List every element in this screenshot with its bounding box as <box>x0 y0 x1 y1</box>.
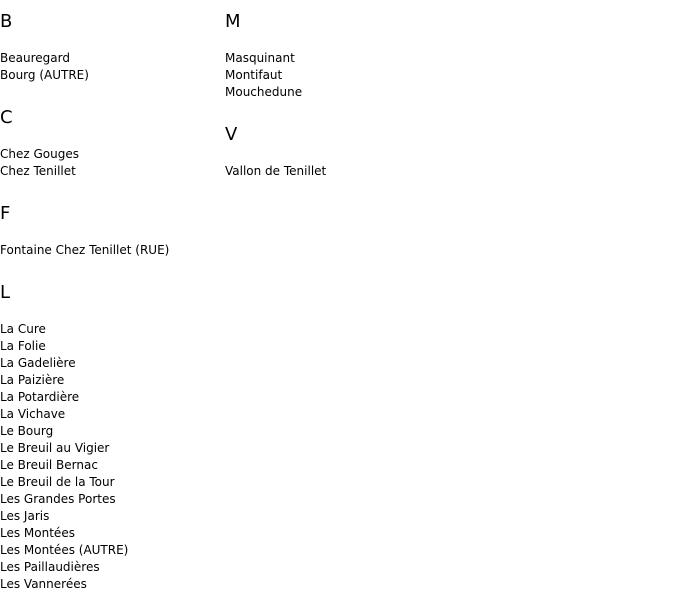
letter-group-v <box>225 123 450 192</box>
street-link[interactable]: La Cure <box>0 322 46 336</box>
group-spacer <box>0 84 225 96</box>
street-link[interactable]: La Vichave <box>0 407 66 421</box>
group-spacer <box>0 259 225 271</box>
street-item <box>225 67 450 84</box>
street-link[interactable]: Les Paillaudières <box>0 560 100 574</box>
street-item <box>0 389 225 406</box>
letter-group-c <box>0 106 225 192</box>
street-item <box>0 50 225 67</box>
street-link[interactable]: Les Montées (AUTRE) <box>0 543 129 557</box>
street-link[interactable]: Beauregard <box>0 51 70 65</box>
street-item <box>0 559 225 576</box>
street-link[interactable]: Les Jaris <box>0 509 50 523</box>
letter-group-f <box>0 202 225 271</box>
letter-group-l <box>0 281 225 605</box>
street-list <box>225 163 450 180</box>
street-link[interactable]: Les Montées <box>0 526 75 540</box>
street-link[interactable]: Le Breuil Bernac <box>0 458 98 472</box>
group-spacer <box>0 180 225 192</box>
street-item <box>0 406 225 423</box>
street-item <box>0 508 225 525</box>
right-column <box>225 0 450 192</box>
street-item <box>0 163 225 180</box>
letter-heading: C <box>0 107 13 128</box>
street-list <box>0 321 225 593</box>
street-link[interactable]: Le Breuil de la Tour <box>0 475 115 489</box>
street-item <box>0 440 225 457</box>
street-link[interactable]: La Gadelière <box>0 356 76 370</box>
street-item <box>0 338 225 355</box>
letter-group-m <box>225 10 450 113</box>
street-item <box>0 474 225 491</box>
letter-heading: V <box>225 124 238 145</box>
street-link[interactable]: Masquinant <box>225 51 295 65</box>
group-spacer <box>0 593 225 605</box>
street-link[interactable]: Montifaut <box>225 68 283 82</box>
street-item <box>225 50 450 67</box>
street-list <box>0 242 225 259</box>
street-item <box>0 525 225 542</box>
street-link[interactable]: Les Grandes Portes <box>0 492 116 506</box>
street-list <box>0 146 225 180</box>
letter-heading: M <box>225 11 241 32</box>
street-item <box>0 321 225 338</box>
street-item <box>0 372 225 389</box>
street-link[interactable]: Chez Tenillet <box>0 164 76 178</box>
street-link[interactable]: Vallon de Tenillet <box>225 164 327 178</box>
letter-heading: B <box>0 11 13 32</box>
street-item <box>0 67 225 84</box>
street-link[interactable]: La Potardière <box>0 390 80 404</box>
group-spacer <box>225 101 450 113</box>
street-item <box>0 576 225 593</box>
street-link[interactable]: Le Breuil au Vigier <box>0 441 110 455</box>
left-column <box>0 0 225 605</box>
street-item <box>0 457 225 474</box>
street-item <box>0 542 225 559</box>
street-link[interactable]: Bourg (AUTRE) <box>0 68 89 82</box>
street-item <box>0 146 225 163</box>
street-link[interactable]: Le Bourg <box>0 424 54 438</box>
letter-heading: L <box>0 282 11 303</box>
street-link[interactable]: La Folie <box>0 339 46 353</box>
street-link[interactable]: La Paizière <box>0 373 65 387</box>
street-list <box>0 50 225 84</box>
street-item <box>225 84 450 101</box>
letter-heading: F <box>0 203 11 224</box>
letter-group-b <box>0 10 225 96</box>
street-item <box>0 491 225 508</box>
street-item <box>0 242 225 259</box>
street-link[interactable]: Mouchedune <box>225 85 303 99</box>
street-item <box>0 355 225 372</box>
street-list <box>225 50 450 101</box>
street-link[interactable]: Fontaine Chez Tenillet (RUE) <box>0 243 170 257</box>
street-item <box>225 163 450 180</box>
street-link[interactable]: Les Vannerées <box>0 577 87 591</box>
group-spacer <box>225 180 450 192</box>
street-link[interactable]: Chez Gouges <box>0 147 79 161</box>
street-item <box>0 423 225 440</box>
